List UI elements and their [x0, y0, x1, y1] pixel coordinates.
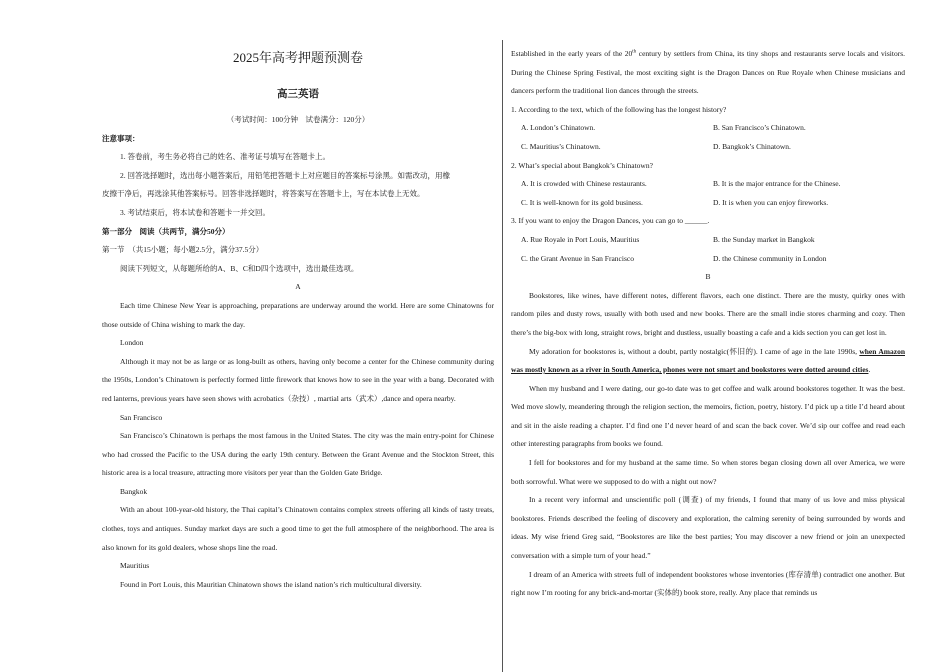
question-3-option-c: C. the Grant Avenue in San Francisco	[521, 253, 634, 263]
exam-title: 2025年高考押题预测卷	[232, 50, 363, 65]
section1-heading: 第一节 （共15小题；每小题2.5分，满分37.5分）	[102, 245, 264, 255]
passage-b-paragraph-4: I fell for bookstores and for my husband at the same time. So when stores began closing down all over America, we were both sorrowful. What were we supposed to do with a night out now?	[511, 458, 905, 486]
exam-subtitle: 高三英语	[277, 89, 319, 100]
question-1-option-c: C. Mauritius’s Chinatown.	[521, 141, 601, 151]
san-francisco-paragraph: San Francisco’s Chinatown is perhaps the most famous in the United States. The city was the main entry-point for Chinese who had crossed the Pacific to the USA during the early 19th century. Between the Grant Avenue and the Stockton Street, this historic area is a local treasure, attracting more visitors per year than the Golden Gate Bridge.	[102, 431, 494, 478]
question-3-option-a: A. Rue Royale in Port Louis, Mauritius	[521, 234, 640, 244]
mauritius-continued-part-1: Established in the early years of the 20	[511, 49, 633, 58]
paragraph-2-end: .	[868, 365, 871, 375]
part1-heading: 第一部分 阅读（共两节，满分50分）	[102, 226, 230, 236]
question-3-stem: 3. If you want to enjoy the Dragon Dances, you can go to ______.	[511, 216, 710, 226]
question-3-options-row-2	[511, 250, 905, 269]
question-1-option-b: B. San Francisco’s Chinatown.	[713, 123, 806, 133]
london-paragraph: Although it may not be as large or as long-built as others, having only become a center for the Chinese community during the 1950s, London’s Chinatown is perfectly formed little firework that knows how to see in the year with a bang. Decorated with red lanterns, previous years have seen shows with acrobatics（杂技）, martial arts（武术）,dance and opera nearby.	[102, 356, 494, 403]
question-3-options-row-1	[511, 231, 905, 250]
question-2-options-row-1	[511, 175, 905, 194]
question-2-option-c: C. It is well-known for its gold business.	[521, 197, 643, 207]
london-heading: London	[120, 338, 144, 348]
passage-a-intro: Each time Chinese New Year is approaching, preparations are underway around the world. Here are some Chinatowns for those outside of China wishing to mark the day.	[102, 300, 494, 329]
mauritius-paragraph-continued	[511, 45, 905, 101]
passage-b-paragraph-5: In a recent very informal and unscientific poll (调查) of my friends, I found that many of us love and miss physical bookstores. Friends described the feeling of discovery and exploration, the calming serenity of being surrounded by words and ideas. My wise friend Greg said, “Bookstores are like the best parties; You may discover a new friend or join an unexpected conversation with a simple turn of your head.”	[511, 495, 905, 561]
right-column	[511, 45, 905, 603]
san-francisco-heading: San Francisco	[120, 412, 163, 422]
passage-a-label: A	[295, 282, 301, 292]
question-1-options-row-1	[511, 119, 905, 138]
left-column-body	[102, 111, 494, 594]
question-2-option-b: B. It is the major entrance for the Chinese.	[713, 179, 841, 189]
exam-info: （考试时间：100分钟 试卷满分：120分）	[226, 115, 370, 124]
passage-b-paragraph-1: Bookstores, like wines, have different notes, different flavors, each one distinct. There are the musty, quirky ones with random piles and dusty rows, usually with both used and new books. There are the small indie stores charming and cozy. Then there’s the big-box with long, straight rows, bright and dustless, usually boasting a cafe and a kids section you can get lost in.	[511, 290, 905, 337]
passage-b-label: B	[705, 272, 711, 282]
passage-b-paragraph-6: I dream of an America with streets full of independent bookstores whose inventories (库存清单) contradict one another. But right now I’m rooting for any brick-and-mortar (实体的) book store, really. Any place that reminds us	[511, 569, 905, 598]
underlined-sentence: when Amazon was mostly known as a river in South America, phones were not smart and bookstores were dotted around cities	[511, 346, 905, 375]
question-3-option-b: B. the Sunday market in Bangkok	[713, 234, 815, 244]
question-2-options-row-2	[511, 194, 905, 213]
question-2-stem: 2. What’s special about Bangkok’s Chinatown?	[511, 160, 653, 170]
bangkok-paragraph: With an about 100-year-old history, the Thai capital’s Chinatown contains complex streets offering all kinds of tasty treats, clothes, toys and antiques. Sunday market days are such a good time to get the full atmosphere of the neighborhood. The area is also known for its gold dealers, whose shops line the road.	[102, 505, 494, 552]
mauritius-continued-part-2: century by settlers from China, its tiny shops and restaurants serve locals and visitors. During the Chinese Spring Festival, the most exciting sight is the Dragon Dances on Rue Royale when Chinese musicians and dancers perform the traditional lion dances through the streets.	[511, 49, 905, 96]
question-3-option-d: D. the Chinese community in London	[713, 253, 827, 263]
paragraph-2-start: My adoration for bookstores is, without a doubt, partly nostalgic(怀旧的). I came of age in the late 1990s,	[529, 346, 860, 356]
question-2-option-d: D. It is when you can enjoy fireworks.	[713, 197, 829, 207]
passage-b-paragraph-3: When my husband and I were dating, our go-to date was to get coffee and walk around bookstores together. It was the best. Wed move slowly, meandering through the religion section, the memoirs, fiction, poetry, history. I’d pick up a title I’d heard about and sit in the aisle reading a chapter. I’d find one I’d never heard of and scan the back cover. We’d sip our coffee and read each other interesting paragraphs from books we found.	[511, 383, 905, 449]
notice-item-2-continued: 皮擦干净后，再选涂其他答案标号。回答非选择题时，将答案写在答题卡上，写在本试卷上无效。	[102, 189, 425, 199]
reading-instruction: 阅读下列短文，从每题所给的A、B、C和D四个选项中，选出最佳选项。	[120, 263, 359, 273]
notice-heading: 注意事项：	[102, 133, 140, 143]
question-1-option-a: A. London’s Chinatown.	[521, 123, 596, 133]
column-divider	[502, 40, 503, 672]
ordinal-suffix: th	[632, 49, 637, 55]
notice-item-3: 3. 考试结束后，将本试卷和答题卡一并交回。	[120, 207, 270, 217]
bangkok-heading: Bangkok	[120, 486, 148, 496]
notice-item-1: 1. 答卷前，考生务必将自己的姓名、准考证号填写在答题卡上。	[120, 152, 330, 162]
mauritius-paragraph: Found in Port Louis, this Mauritian Chinatown shows the island nation’s rich multicultural diversity.	[120, 579, 422, 589]
notice-item-2: 2. 回答选择题时，选出每小题答案后，用铅笔把答题卡上对应题目的答案标号涂黑。如需改动，用橡	[120, 170, 450, 180]
question-1-options-row-2	[511, 138, 905, 157]
passage-b-paragraph-2	[511, 343, 905, 380]
question-1-option-d: D. Bangkok’s Chinatown.	[713, 141, 791, 151]
question-1-stem: 1. According to the text, which of the following has the longest history?	[511, 104, 727, 114]
question-2-option-a: A. It is crowded with Chinese restaurants.	[521, 179, 647, 189]
mauritius-heading: Mauritius	[120, 561, 150, 571]
